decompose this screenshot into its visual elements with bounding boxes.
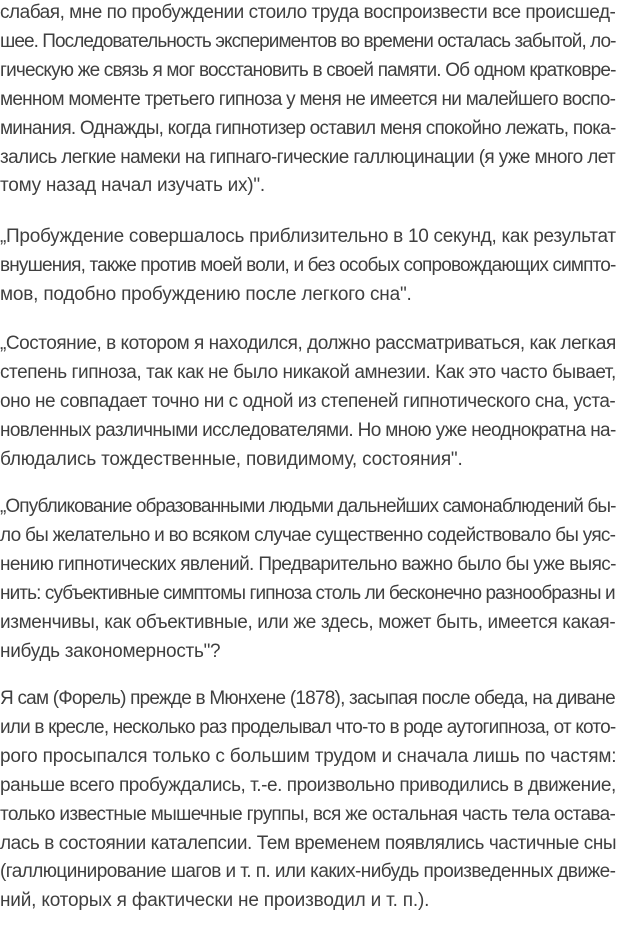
- text-line: новленных различными исследователями. Но мною уже неоднократна на-: [0, 419, 616, 441]
- paragraph-2: [0, 223, 620, 310]
- text-line: Я сам (Форель) прежде в Мюнхене (1878), засыпая после обеда, на диване: [0, 688, 615, 709]
- text-line: лась в состоянии каталепсии. Тем временем появлялись частичные сны: [0, 832, 617, 854]
- text-line: изменчивы, как объективные, или же здесь, может быть, имеется какая-: [0, 611, 616, 633]
- text-line: минания. Однажды, когда гипнотизер оставил меня спокойно лежать, пока-: [0, 117, 616, 139]
- text-line: нибудь закономерность"?: [0, 640, 221, 662]
- text-line: (галлюцинирование шагов и т. п. или каких-нибудь произведенных движе-: [0, 861, 616, 883]
- text-line: „Опубликование образованными людьми дальнейших самонаблюдений бы-: [0, 496, 616, 517]
- text-line: раньше всего пробуждались, т.-е. произвольно приводились в движение,: [0, 774, 616, 796]
- text-line: ло бы желательно и во всяком случае существенно содействовало бы уяс-: [0, 524, 616, 546]
- text-line: слабая, мне по пробуждении стоило труда воспроизвести все происшед-: [0, 2, 616, 23]
- text-line: „Пробуждение совершалось приблизительно в 10 секунд, как результат: [0, 226, 616, 247]
- text-line: рого просыпался только с большим трудом и сначала лишь по частям:: [0, 745, 617, 767]
- text-line: „Состояние, в котором я находился, должно рассматриваться, как легкая: [0, 333, 616, 354]
- paragraph-3: [0, 330, 620, 475]
- text-line: внушения, также против моей воли, и без особых сопровождающих симпто-: [0, 254, 616, 276]
- paragraph-1: [0, 0, 620, 201]
- text-line: только известные мышечные группы, вся же остальная часть тела остава-: [0, 803, 616, 825]
- text-line: тому назад начал изучать их)".: [0, 175, 265, 197]
- text-line: нить: субъективные симптомы гипноза столь ли бесконечно разнообразны и: [0, 582, 615, 604]
- paragraph-4: [0, 493, 620, 666]
- text-line: степень гипноза, так как не было никакой амнезии. Как это часто бывает,: [0, 361, 616, 383]
- text-line: нению гипнотических явлений. Предварительно важно было бы уже выяс-: [0, 553, 616, 575]
- text-line: зались легкие намеки на гипнаго-гические галлюцинации (я уже много лет: [0, 146, 616, 168]
- text-line: блюдались тождественные, повидимому, состояния".: [0, 448, 463, 470]
- paragraph-5: [0, 685, 620, 916]
- text-line: оно не совпадает точно ни с одной из степеней гипнотического сна, уста-: [0, 390, 616, 412]
- text-line: шее. Последовательность экспериментов во времени осталась забытой, ло-: [0, 30, 616, 52]
- text-line: или в кресле, несколько раз проделывал что-то в роде аутогипноза, от кото-: [0, 716, 616, 738]
- text-line: мов, подобно пробуждению после легкого сна".: [0, 283, 412, 305]
- text-line: ний, которых я фактически не производил и т. п.).: [0, 890, 430, 912]
- text-line: гическую же связь я мог восстановить в своей памяти. Об одном кратковре-: [0, 59, 616, 81]
- text-line: менном моменте третьего гипноза у меня не имеется ни малейшего воспо-: [0, 88, 616, 110]
